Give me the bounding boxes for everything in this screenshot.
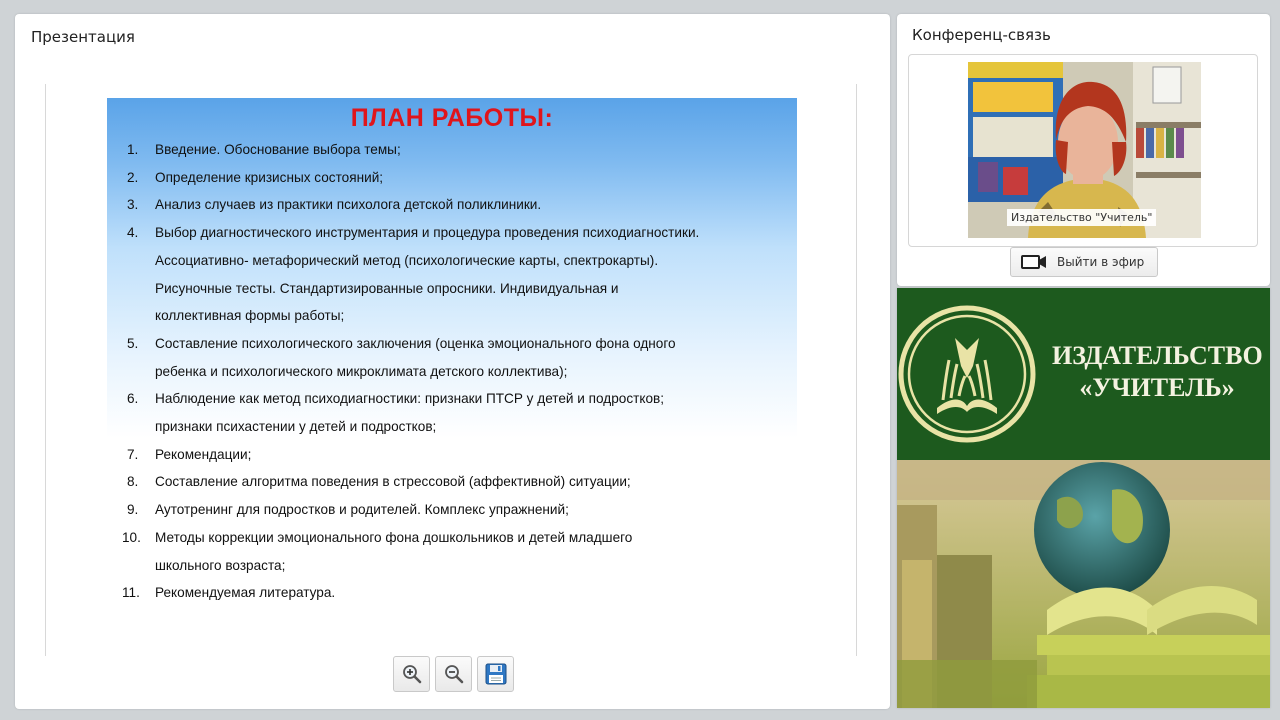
- slide-item-line: Введение. Обоснование выбора темы;: [155, 142, 401, 157]
- slide-item-number: 6.: [127, 391, 139, 407]
- books-globe-illustration: [897, 460, 1270, 708]
- slide-item-text: [155, 524, 782, 579]
- video-caption: Издательство "Учитель": [1007, 209, 1156, 226]
- slide-list-item: [122, 164, 782, 192]
- publisher-name-line2: «УЧИТЕЛЬ»: [1079, 373, 1235, 402]
- slide-item-text: [155, 330, 782, 385]
- slide-item-line: Составление алгоритма поведения в стрессовой (аффективной) ситуации;: [155, 474, 631, 490]
- banner-illustration: [897, 460, 1270, 708]
- slide-item-line: Рисуночные тесты. Стандартизированные опросники. Индивидуальная и: [155, 280, 619, 296]
- slide-item-line: ребенка и психологического микроклимата детского коллектива);: [155, 363, 568, 379]
- slide-item-text: [155, 385, 782, 440]
- banner-top: [897, 288, 1270, 460]
- slide-item-line: Ассоциативно- метафорический метод (психологические карты, спектрокарты).: [155, 252, 659, 268]
- slide-item-line: Анализ случаев из практики психолога детской поликлиники.: [155, 197, 542, 213]
- slide-heading: ПЛАН РАБОТЫ:: [350, 104, 554, 132]
- slide-item-number: 2.: [127, 169, 139, 185]
- slide-item-text: [155, 191, 782, 219]
- slide-item-number: 9.: [127, 502, 139, 518]
- slide-list-item: [122, 136, 782, 164]
- slide-list: [122, 136, 782, 607]
- slide-item-line: Методы коррекции эмоционального фона дошкольников и детей младшего: [155, 529, 633, 545]
- conference-title: Конференц-связь: [912, 26, 1051, 44]
- slide-item-text: [155, 441, 782, 469]
- slide-list-item: [122, 468, 782, 496]
- slide-item-line: признаки психастении у детей и подростков;: [155, 419, 437, 435]
- presentation-panel: [15, 14, 890, 709]
- slide-item-text: [155, 468, 782, 496]
- slide-item-line: школьного возраста;: [155, 557, 286, 573]
- webcam-video[interactable]: [968, 62, 1201, 238]
- slide-item-line: Рекомендуемая литература.: [155, 585, 336, 601]
- slide-list-item: [122, 496, 782, 524]
- slide-list-item: [122, 441, 782, 469]
- slide-item-number: 8.: [127, 474, 139, 490]
- slide-item-line: Выбор диагностического инструментария и процедура проведения психодиагностики.: [155, 225, 700, 241]
- slide-list-item: [122, 579, 782, 607]
- slide-item-text: [155, 496, 782, 524]
- slide-list-item: [122, 191, 782, 219]
- slide-item-number: 10.: [122, 529, 141, 545]
- slide-item-line: Определение кризисных состояний;: [155, 169, 384, 185]
- slide-item-number: 7.: [127, 446, 139, 462]
- slide-item-number: 5.: [127, 335, 139, 351]
- save-icon: [484, 662, 508, 686]
- slide-item-number: 1.: [127, 142, 139, 157]
- presentation-title: Презентация: [31, 28, 135, 46]
- publisher-logo-icon: [897, 288, 1047, 460]
- go-live-button[interactable]: [1010, 247, 1158, 277]
- slide-list-item: [122, 330, 782, 385]
- camera-icon: [1021, 254, 1047, 270]
- zoom-out-icon: [443, 663, 465, 685]
- save-button[interactable]: [477, 656, 514, 692]
- slide-item-line: Наблюдение как метод психодиагностики: признаки ПТСР у детей и подростков;: [155, 391, 665, 407]
- zoom-in-button[interactable]: [393, 656, 430, 692]
- slide-list-item: [122, 219, 782, 330]
- slide-list-item: [122, 385, 782, 440]
- slide-item-text: [155, 579, 782, 607]
- slide-item-line: Составление психологического заключения (оценка эмоционального фона одного: [155, 335, 676, 351]
- go-live-label: Выйти в эфир: [1057, 255, 1145, 269]
- slide-list-item: [122, 524, 782, 579]
- slide-item-line: Рекомендации;: [155, 446, 252, 462]
- presentation-slide: [107, 98, 797, 633]
- zoom-in-icon: [401, 663, 423, 685]
- video-container: [908, 54, 1258, 247]
- slide-item-number: 3.: [127, 197, 139, 213]
- slide-item-text: [155, 164, 782, 192]
- slide-item-number: 11.: [122, 585, 140, 601]
- conference-panel: [897, 14, 1270, 286]
- slide-item-text: [155, 219, 782, 330]
- slide-item-number: 4.: [127, 225, 139, 241]
- presentation-toolbar: [393, 656, 514, 692]
- slide-item-line: коллективная формы работы;: [155, 308, 345, 324]
- slide-item-line: Аутотренинг для подростков и родителей. Комплекс упражнений;: [155, 502, 569, 518]
- zoom-out-button[interactable]: [435, 656, 472, 692]
- publisher-name: [1052, 340, 1262, 404]
- publisher-name-line1: ИЗДАТЕЛЬСТВО: [1052, 341, 1263, 370]
- slide-item-text: [155, 136, 782, 164]
- publisher-banner: [897, 288, 1270, 708]
